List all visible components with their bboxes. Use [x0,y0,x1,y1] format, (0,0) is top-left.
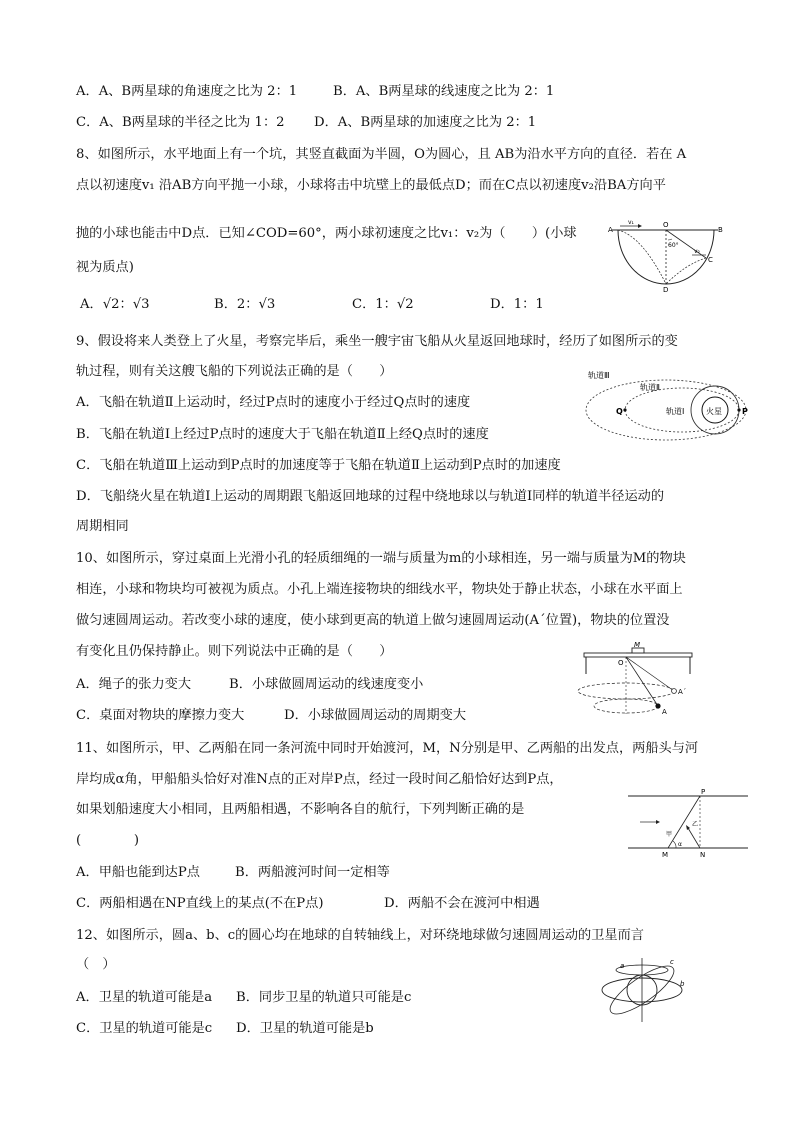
q11-option-c: C．两船相遇在NP直线上的某点(不在P点) [76,896,324,911]
q11-option-d: D．两船不会在渡河中相遇 [384,896,540,911]
q8-fig-label-o: O [663,221,669,229]
q11-fig-label-jia: 甲 [666,831,673,838]
q10-option-b: B．小球做圆周运动的线速度变小 [229,677,424,692]
q11-fig-label-yi: 乙 [692,821,699,828]
q8-fig-label-d: D [663,286,669,294]
q7-option-c: C．A、B两星球的半径之比为 1：2 [76,115,285,130]
q9-option-d-line2: 周期相同 [76,519,129,534]
q9-fig-label-q: Q [616,407,623,416]
q11-river-figure [626,786,752,860]
q12-stem-line2: （ ） [76,957,116,972]
q9-stem-line2: 轨过程，则有关这艘飞船的下列说法正确的是（ ） [76,364,393,379]
q8-fig-label-c: C [708,256,713,264]
q9-fig-label-mars: 火星 [706,407,722,416]
q8-stem-line2: 点以初速度v₁ 沿AB方向平抛一小球，小球将击中坑壁上的最低点D；而在C点以初速度v₂沿BA方向平 [76,178,666,193]
q12-option-b: B．同步卫星的轨道只可能是c [236,990,412,1005]
q11-fig-label-m: M [662,851,669,859]
q9-option-d-line1: D．飞船绕火星在轨道Ⅰ上运动的周期跟飞船返回地球的过程中绕地球以与轨道Ⅰ同样的轨道半径运动的 [76,489,665,504]
q11-stem-line1: 11、如图所示，甲、乙两船在同一条河流中同时开始渡河，M，N分别是甲、乙两船的出发点，两船头与河 [76,741,699,756]
q9-stem-line1: 9、假设将来人类登上了火星，考察完毕后，乘坐一艘宇宙飞船从火星返回地球时，经历了如图所示的变 [76,334,678,349]
q12-option-c: C．卫星的轨道可能是c [76,1021,213,1036]
q10-option-d: D．小球做圆周运动的周期变大 [284,708,467,723]
q7-option-d: D．A、B两星球的加速度之比为 2：1 [314,115,537,130]
q8-option-c: C．1：√2 [352,297,414,312]
q12-stem-line1: 12、如图所示，圆a、b、c的圆心均在地球的自转轴线上，对环绕地球做匀速圆周运动的卫星而言 [76,928,644,943]
q10-stem-line4: 有变化且仍保持静止。则下列说法中正确的是（ ） [76,644,393,659]
q10-stem-line1: 10、如图所示，穿过桌面上光滑小孔的轻质细绳的一端与质量为m的小球相连，另一端与质量为M的物块 [76,551,686,566]
q11-fig-label-alpha: α [678,841,682,848]
q11-stem-line3: 如果划船速度大小相同，且两船相遇，不影响各自的航行，下列判断正确的是 [76,802,525,817]
q10-fig-label-a: A [662,708,667,716]
q11-stem-line2: 岸均成α角，甲船船头恰好对准N点的正对岸P点，经过一段时间乙船恰好达到P点， [76,772,563,787]
q12-earth-orbits-figure [598,956,694,1024]
q8-option-d: D．1：1 [490,297,544,312]
q8-stem-line3: 抛的小球也能击中D点．已知∠COD=60°，两小球初速度之比v₁：v₂为（ ）(小球 [76,226,577,241]
q9-orbit-figure [584,366,754,442]
q10-option-c: C．桌面对物块的摩擦力变大 [76,708,245,723]
q8-fig-label-v2: v₂ [694,248,700,255]
q9-option-c: C．飞船在轨道Ⅲ上运动到P点时的加速度等于飞船在轨道Ⅱ上运动到P点时的加速度 [76,458,561,473]
q11-option-b: B．两船渡河时间一定相等 [235,865,390,880]
q12-fig-label-a: a [620,962,625,970]
q10-stem-line2: 相连，小球和物块均可被视为质点。小孔上端连接物块的细线水平，物块处于静止状态，小球在水平面上 [76,582,683,597]
q12-fig-label-b: b [680,980,685,988]
q8-fig-label-a: A [608,226,613,234]
q9-option-a: A．飞船在轨道Ⅱ上运动时，经过P点时的速度小于经过Q点时的速度 [76,395,471,410]
q12-option-a: A．卫星的轨道可能是a [76,990,213,1005]
q8-pit-figure [606,218,726,294]
q9-fig-label-p: P [742,407,748,416]
q8-stem-line1: 8、如图所示，水平地面上有一个坑，其竖直截面为半圆，O为圆心，且 AB为沿水平方向的直径．若在 A [76,147,687,162]
q7-option-a: A．A、B两星球的角速度之比为 2：1 [76,84,298,99]
q11-fig-label-p: P [701,788,706,796]
q9-fig-label-orbit1: 轨道Ⅰ [666,407,685,416]
q9-fig-label-orbit3: 轨道Ⅲ [588,371,610,380]
q10-option-a: A．绳子的张力变大 [76,677,192,692]
q10-table-figure [574,641,704,720]
q8-option-a: A．√2：√3 [80,297,150,312]
q11-stem-line4: ( ) [76,833,140,848]
q8-stem-line4: 视为质点) [76,260,134,275]
q10-stem-line3: 做匀速圆周运动。若改变小球的速度，使小球到更高的轨道上做匀速圆周运动(A´位置)，物块的位置没 [76,613,670,628]
q8-fig-label-angle: 60° [668,242,679,249]
q10-fig-label-a1: A´ [678,688,687,696]
q11-fig-label-n: N [700,851,706,859]
q8-fig-label-b: B [718,226,723,234]
q8-fig-label-v1: v₁ [628,219,634,226]
q9-option-b: B．飞船在轨道Ⅰ上经过P点时的速度大于飞船在轨道Ⅱ上经Q点时的速度 [76,427,489,442]
q9-fig-label-orbit2: 轨道Ⅱ [640,383,660,392]
q12-option-d: D．卫星的轨道可能是b [236,1021,374,1036]
q11-option-a: A．甲船也能到达P点 [76,865,200,880]
q10-fig-label-m: M [634,641,641,649]
q12-fig-label-c: c [670,958,674,966]
q7-option-b: B．A、B两星球的线速度之比为 2：1 [333,84,555,99]
q10-fig-label-o: O [618,659,624,667]
q8-option-b: B．2：√3 [214,297,276,312]
